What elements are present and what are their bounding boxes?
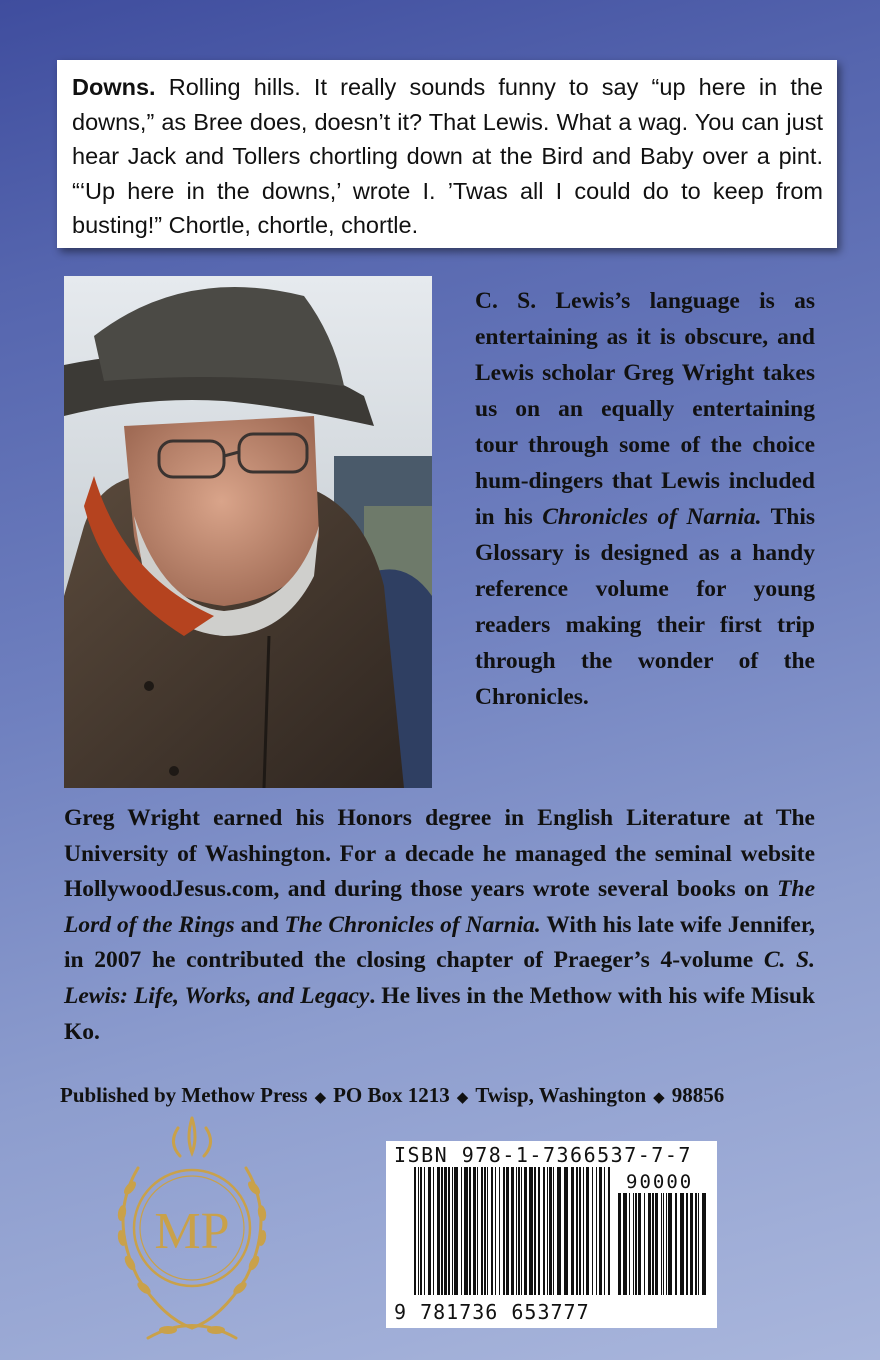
excerpt-term: Downs. — [72, 74, 156, 100]
author-bio — [64, 801, 815, 1050]
bio-text-3: With his late wife Jennifer, in 2007 he contributed the closing chapter of Praeger’s 4-volume — [64, 911, 815, 974]
separator-icon: ◆ — [456, 1090, 469, 1106]
bio-title-3: C. S. Lewis: Life, Works, and Legacy — [64, 947, 815, 1009]
blurb-text-2: This Glossary is designed as a handy reference volume for young readers making their first trip through the wonder of the Chronicles. — [475, 504, 815, 710]
ean-barcode-icon — [414, 1167, 614, 1297]
bio-text-4: . He lives in the Methow with his wife Misuk Ko. — [64, 982, 815, 1045]
excerpt-box — [57, 60, 837, 248]
barcode-box — [386, 1141, 717, 1328]
laurel-wreath-icon — [108, 1108, 276, 1348]
separator-icon: ◆ — [314, 1090, 327, 1106]
barcode-digits: 9 781736 653777 — [394, 1300, 590, 1324]
logo-monogram: MP — [154, 1203, 230, 1260]
price-code: 90000 — [626, 1171, 694, 1193]
excerpt-definition: Rolling hills. It really sounds funny to say “up here in the downs,” as Bree does, doesn’t it? That Lewis. What a wag. You can just hear Jack and Tollers chortling down at the Bird and Baby over a pint. “‘Up here in the downs,’ wrote I. ’Twas all I could do to keep from busting!” Chortle, chortle, chortle. — [72, 74, 823, 239]
publisher-city: Twisp, Washington — [475, 1083, 647, 1107]
isbn-number: ISBN 978-1-7366537-7-7 — [394, 1143, 692, 1167]
publisher-box: PO Box 1213 — [333, 1083, 450, 1107]
bio-title-1: The Lord of the Rings — [64, 876, 815, 938]
publisher-zip: 98856 — [671, 1083, 725, 1107]
publisher-name: Published by Methow Press — [60, 1083, 308, 1107]
book-blurb — [475, 283, 815, 715]
publisher-line — [60, 1083, 820, 1108]
blurb-text-1: C. S. Lewis’s language is as entertaining as it is obscure, and Lewis scholar Greg Wright takes us on an equally entertaining tour through some of the choice hum-dingers that Lewis included in his — [475, 288, 815, 530]
separator-icon: ◆ — [653, 1090, 665, 1106]
bio-title-2: The Chronicles of Narnia. — [284, 911, 541, 938]
bio-text-1: Greg Wright earned his Honors degree in English Literature at The University of Washington. For a decade he managed the seminal website HollywoodJesus.com, and during those years wrote several books on — [64, 805, 815, 903]
bio-text-2: and — [234, 911, 285, 938]
publisher-logo — [108, 1108, 276, 1348]
author-photo — [64, 276, 432, 788]
blurb-book-title: Chronicles of Narnia. — [542, 504, 762, 530]
price-barcode-icon — [618, 1193, 710, 1297]
author-photo-icon — [64, 276, 432, 788]
